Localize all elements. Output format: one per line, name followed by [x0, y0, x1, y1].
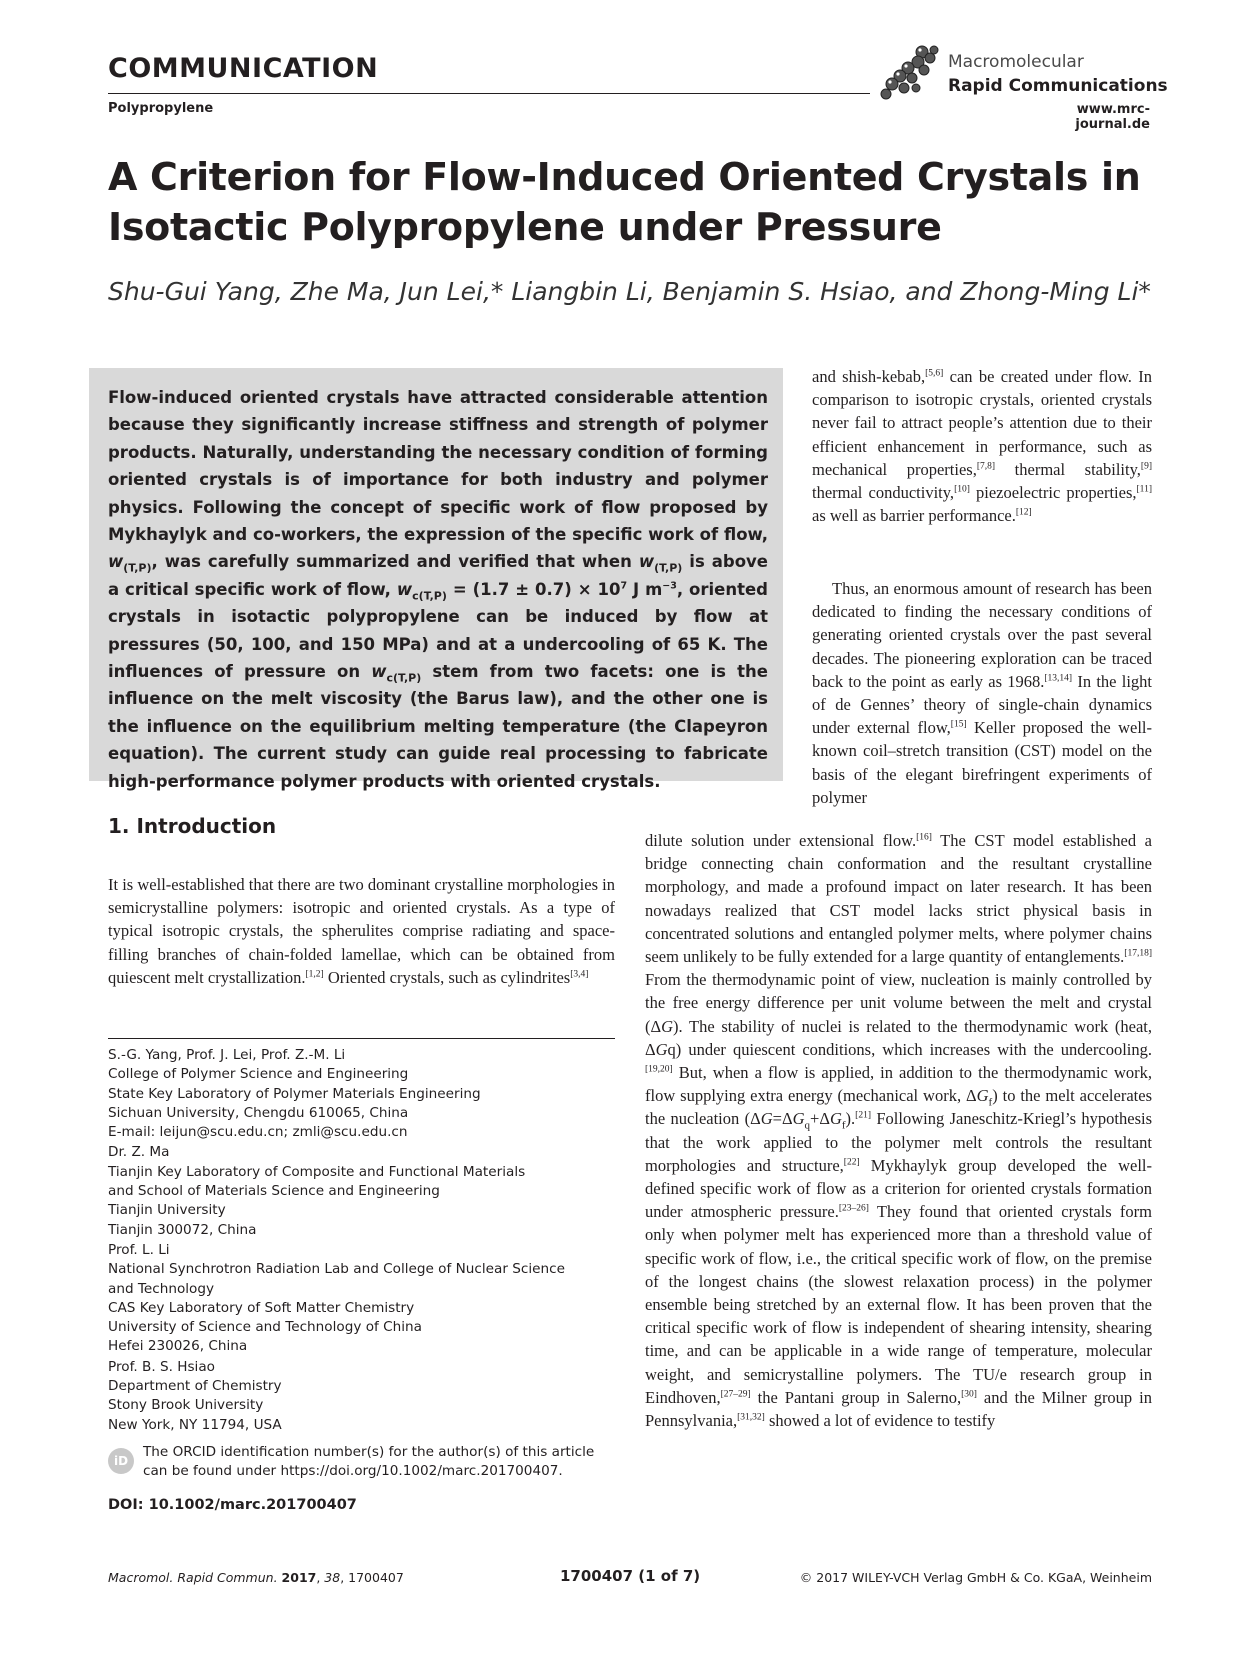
affiliation-block-4 — [108, 1358, 628, 1435]
affiliation-line: National Synchrotron Radiation Lab and College of Nuclear Science — [108, 1261, 565, 1278]
intro-paragraph-right-1: and shish-kebab,[5,6] can be created under flow. In comparison to isotropic crystals, oriented crystals never fail to attract people’s attention due to their efficient enhancement in performance, such as mechanical properties,[7,8] thermal stability,[9] thermal conductivity,[10] piezoelectric properties,[11] as well as barrier performance.[12] — [812, 367, 1152, 526]
intro-paragraph-right-2: Thus, an enormous amount of research has been dedicated to finding the necessary conditions of generating oriented crystals over the past several decades. The pioneering exploration can be traced back to the point as early as 1968.[13,14] In the light of de Gennes’ theory of single-chain dynamics under external flow,[15] Keller proposed the well-known coil–stretch transition (CST) model on the basis of the elegant birefringent experiments of polymer — [812, 579, 1152, 807]
intro-paragraph-left: It is well-established that there are two dominant crystalline morphologies in semicrystalline polymers: isotropic and oriented crystals. As a type of typical isotropic crystals, the spherulites comprise radiating and space-filling branches of chain-folded lamellae, which can be obtained from quiescent melt crystallization.[1,2] Oriented crystals, such as cylindrites[3,4] — [108, 875, 615, 987]
journal-logo-icon — [878, 42, 944, 102]
affiliations — [108, 1046, 628, 1436]
affiliation-line: and School of Materials Science and Engineering — [108, 1183, 440, 1200]
page-number: 1700407 (1 of 7) — [560, 1567, 701, 1585]
topic-label: Polypropylene — [108, 101, 214, 116]
affiliation-line: Tianjin Key Laboratory of Composite and Functional Materials — [108, 1163, 526, 1180]
affiliation-line: Stony Brook University — [108, 1397, 264, 1414]
affiliation-line: Prof. L. Li — [108, 1241, 170, 1258]
affiliation-line: Dr. Z. Ma — [108, 1144, 170, 1161]
footer-citation: Macromol. Rapid Commun. 2017, 38, 1700407 — [108, 1570, 404, 1585]
author-list: Shu-Gui Yang, Zhe Ma, Jun Lei,* Liangbin Li, Benjamin S. Hsiao, and Zhong-Ming Li* — [108, 277, 1151, 306]
orcid-note[interactable]: The ORCID identification number(s) for the author(s) of this article can be found under https://doi.org/10.1002/marc.201700407. — [143, 1444, 595, 1479]
affiliation-line: Hefei 230026, China — [108, 1338, 248, 1355]
affiliation-line: S.-G. Yang, Prof. J. Lei, Prof. Z.-M. Li — [108, 1047, 346, 1063]
journal-name-line2: Rapid Communications — [948, 76, 1168, 96]
affiliation-line: CAS Key Laboratory of Soft Matter Chemistry — [108, 1299, 415, 1316]
abstract-text: Flow-induced oriented crystals have attracted considerable attention because they significantly increase stiffness and strength of polymer products. Naturally, understanding the necessary condition of forming oriented crystals is of importance for both industry and polymer physics. Following the concept of specific work of flow proposed by Mykhaylyk and co-workers, the expression of the specific work of flow, $w_{(T,P)}$, was carefully summarized and verified that when $w_{(T,P)}$ is above a critical specific work of flow, $w_{c(T,P)} = (1.7 \pm 0.7) \times 10^7$ J $m^{-3}$, oriented crystals in isotactic polypropylene can be induced by flow at pressures (50, 100, and 150 MPa) and at a undercooling of 65 K. The influences of pressure on $w_{c(T,P)}$ stem from two facets: one is the influence on the melt viscosity (the Barus law), and the other one is the influence on the equilibrium melting temperature (the Clapeyron equation). The current study can guide real processing to fabricate high-performance polymer products with oriented crystals. — [108, 388, 768, 791]
affiliation-block-3 — [108, 1241, 628, 1357]
affiliation-line: Tianjin 300072, China — [108, 1221, 257, 1238]
header-rule — [108, 93, 870, 94]
doi-label[interactable]: DOI: 10.1002/marc.201700407 — [108, 1497, 357, 1513]
affiliation-line: College of Polymer Science and Engineering — [108, 1066, 409, 1083]
journal-name-line1: Macromolecular — [948, 52, 1084, 72]
affiliation-block-2 — [108, 1143, 628, 1239]
affiliation-block-1 — [108, 1046, 628, 1142]
affiliation-rule — [108, 1038, 615, 1039]
affiliation-line: Tianjin University — [108, 1202, 226, 1219]
article-type-label: COMMUNICATION — [108, 53, 379, 84]
footer-copyright: © 2017 WILEY-VCH Verlag GmbH & Co. KGaA, Weinheim — [799, 1570, 1152, 1585]
section-heading: 1. Introduction — [108, 814, 277, 838]
intro-paragraph-right-3: dilute solution under extensional flow.[16] The CST model established a bridge connecting chain conformation and the resultant crystalline morphology, and made a profound impact on later research. It has been nowadays realized that CST model lacks strict physical basis in concentrated solutions and entangled polymer melts, where polymer chains seem unlikely to be fully extended for a large quantity of entanglements.[17,18] From the thermodynamic point of view, nucleation is mainly controlled by the free energy difference per unit volume between the melt and crystal (ΔG). The stability of nuclei is related to the thermodynamic work (heat, ΔGq) under quiescent conditions, which increases with the undercooling.[19,20] But, when a flow is applied, in addition to the thermodynamic work, flow supplying extra energy (mechanical work, $\Delta G_f$) to the melt accelerates the nucleation $(\Delta G=\Delta G_q+\Delta G_f).[21]$ Following Janeschitz-Kriegl’s hypothesis that the work applied to the polymer melt controls the resultant morphologies and structure,[22] Mykhaylyk group developed the well-defined specific work of flow as a criterion for oriented crystals formation under atmospheric pressure.[23–26] They found that oriented crystals form only when polymer melt has experienced more than a threshold value of specific work of flow, i.e., the critical specific work of flow, on the premise of the longest chains (the slowest relaxation process) in the polymer ensemble being stretched by an external flow. It has been proven that the critical specific work of flow is independent of shearing intensity, shearing time, and can be applicable in a wide range of temperature, molecular weight, and semicrystalline polymers. The TU/e research group in Eindhoven,[27–29] the Pantani group in Salerno,[30] and the Milner group in Pennsylvania,[31,32] showed a lot of evidence to testify — [645, 831, 1152, 1431]
affiliation-line: Prof. B. S. Hsiao — [108, 1358, 215, 1375]
affiliation-line: State Key Laboratory of Polymer Materials Engineering — [108, 1085, 481, 1102]
affiliation-line: Sichuan University, Chengdu 610065, China — [108, 1104, 409, 1121]
affiliation-line: University of Science and Technology of China — [108, 1319, 422, 1336]
affiliation-line: and Technology — [108, 1280, 215, 1297]
affiliation-line: New York, NY 11794, USA — [108, 1416, 282, 1433]
affiliation-line: Department of Chemistry — [108, 1378, 282, 1395]
orcid-icon: iD — [108, 1448, 134, 1474]
article-title: A Criterion for Flow-Induced Oriented Crystals in Isotactic Polypropylene under Pressure — [108, 155, 1141, 249]
journal-url[interactable]: www.mrc-journal.de — [1075, 102, 1150, 132]
affiliation-email[interactable]: E-mail: leijun@scu.edu.cn; zmli@scu.edu.cn — [108, 1124, 408, 1141]
